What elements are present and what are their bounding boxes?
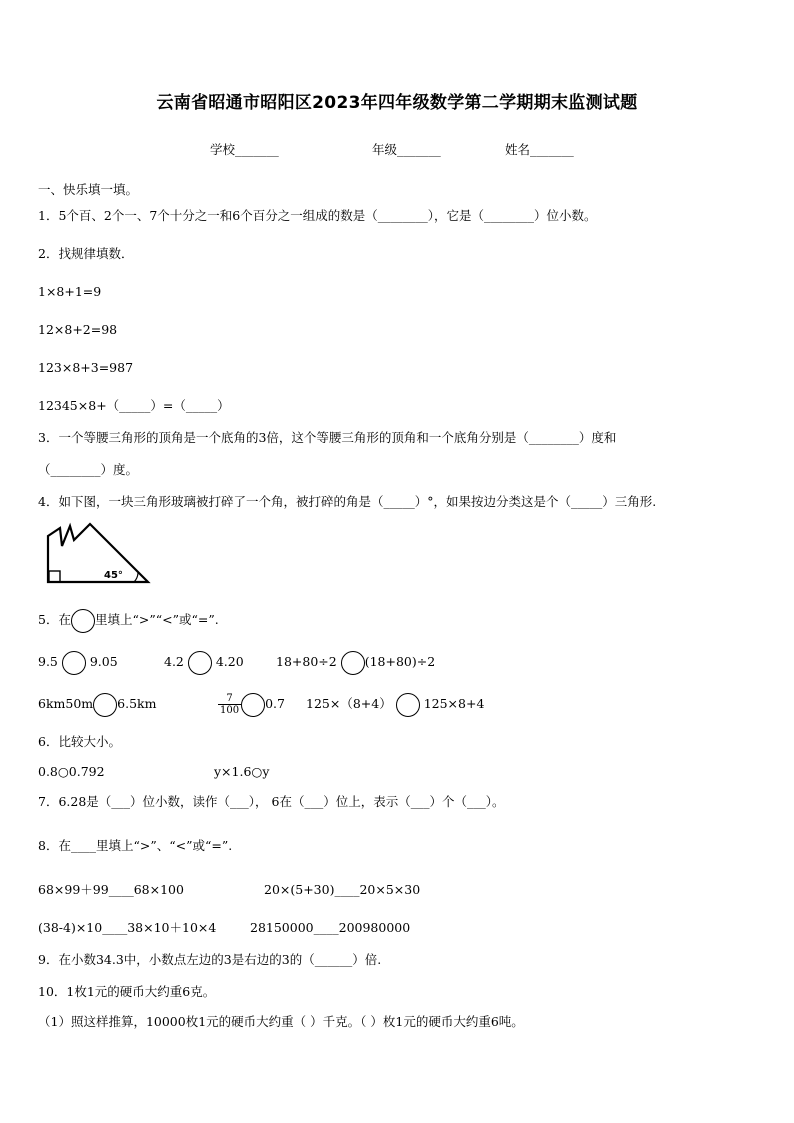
grade-field[interactable]: 年级_______	[372, 142, 441, 157]
question-2: 2．找规律填数．	[38, 246, 134, 261]
q5-row-1-item-2: 4.2 4.20	[164, 648, 244, 676]
q5-row-2-item-3: 125×（8+4） 125×8+4	[306, 690, 484, 718]
question-5-suffix: 里填上“>”“<”或“=”.	[94, 612, 219, 627]
q5-row-1-item-1: 9.5 9.05	[38, 648, 118, 676]
compare-circle-input[interactable]	[188, 651, 212, 675]
q8-item-1: 68×99＋99____68×100	[38, 882, 184, 897]
q6-item-1: 0.8○0.792	[38, 764, 105, 779]
compare-circle-input[interactable]	[241, 693, 265, 717]
pattern-line-2: 12×8+2=98	[38, 322, 118, 337]
q8-item-4: 28150000____200980000	[250, 920, 411, 935]
compare-circle-input[interactable]	[93, 693, 117, 717]
compare-circle-input[interactable]	[396, 693, 420, 717]
pattern-line-4: 12345×8+（_____）=（_____）	[38, 398, 230, 413]
q6-item-2: y×1.6○y	[214, 764, 270, 779]
school-field[interactable]: 学校_______	[210, 142, 279, 157]
question-9: 9．在小数34.3中，小数点左边的3是右边的3的（______）倍.	[38, 952, 382, 967]
q5-row-2-item-2: $\frac{7}{100}$ 0.7	[220, 693, 285, 716]
compare-circle-input[interactable]	[341, 651, 365, 675]
question-1: 1．5个百、2个一、7个十分之一和6个百分之一组成的数是（________），它是（________）位小数。	[38, 208, 597, 223]
compare-circle	[71, 609, 95, 633]
section-heading: 一、快乐填一填。	[38, 182, 139, 197]
question-5-prefix: 5．在	[38, 612, 71, 627]
question-5	[38, 606, 219, 634]
page-title: 云南省昭通市昭阳区2023年四年级数学第二学期期末监测试题	[156, 93, 638, 113]
question-3-line-2: （________）度。	[38, 462, 139, 477]
fraction: $\frac{7}{100}$	[220, 693, 240, 716]
q8-item-2: 20×(5+30)____20×5×30	[264, 882, 421, 897]
broken-triangle-figure	[44, 518, 154, 590]
angle-label: 45°	[104, 570, 123, 581]
question-10-part-1: （1）照这样推算，10000枚1元的硬币大约重（ ）千克。（ ）枚1元的硬币大约重6吨。	[38, 1014, 524, 1029]
compare-circle-input[interactable]	[62, 651, 86, 675]
pattern-line-1: 1×8+1=9	[38, 284, 102, 299]
question-10: 10．1枚1元的硬币大约重6克。	[38, 984, 216, 999]
question-7: 7．6.28是（___）位小数，读作（___）， 6在（___）位上，表示（___）个（___）。	[38, 794, 505, 809]
name-field[interactable]: 姓名_______	[505, 142, 574, 157]
q8-item-3: (38-4)×10____38×10＋10×4	[38, 920, 217, 935]
question-3-line-1: 3．一个等腰三角形的顶角是一个底角的3倍，这个等腰三角形的顶角和一个底角分别是（________）度和	[38, 430, 617, 445]
question-6: 6．比较大小。	[38, 734, 121, 749]
q5-row-2-item-1: 6km50m 6.5km	[38, 690, 156, 718]
question-4: 4．如下图，一块三角形玻璃被打碎了一个角，被打碎的角是（_____）°，如果按边分类这是个（_____）三角形.	[38, 494, 657, 509]
q5-row-1-item-3: 18+80÷2 (18+80)÷2	[276, 648, 435, 676]
pattern-line-3: 123×8+3=987	[38, 360, 134, 375]
question-8: 8．在____里填上“>”、“<”或“=”.	[38, 838, 233, 853]
